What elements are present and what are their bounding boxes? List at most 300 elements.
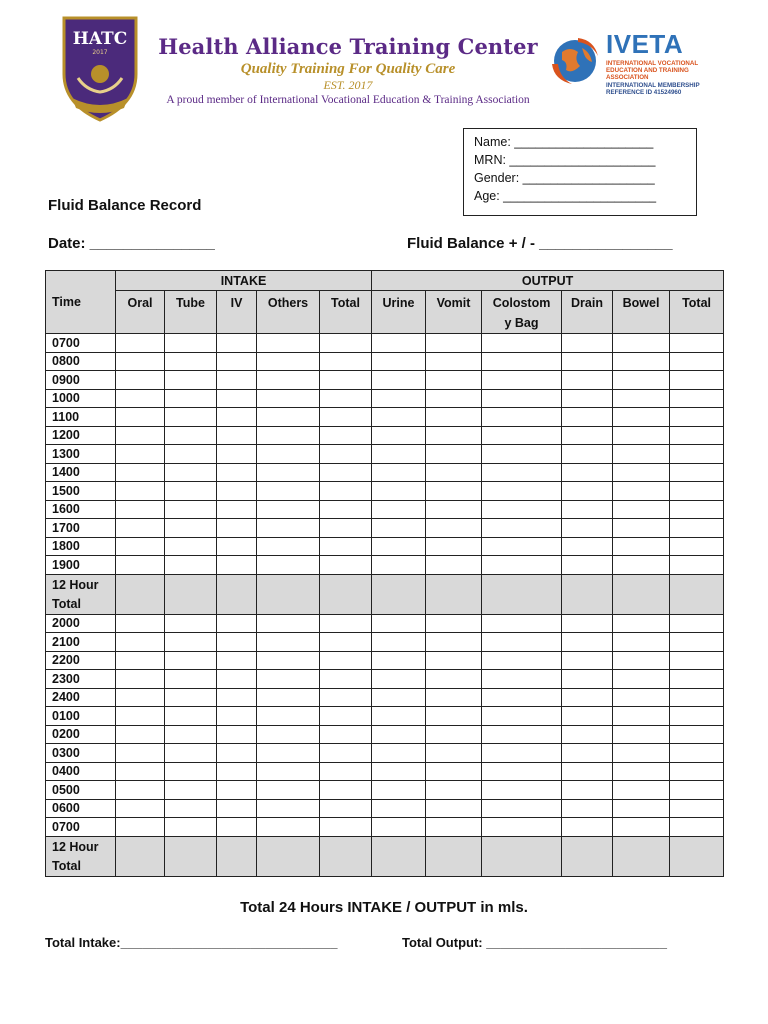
entry-cell[interactable] — [613, 352, 670, 371]
entry-cell[interactable] — [165, 500, 217, 519]
entry-cell[interactable] — [426, 408, 482, 427]
entry-cell[interactable] — [613, 836, 670, 876]
entry-cell[interactable] — [613, 500, 670, 519]
entry-cell[interactable] — [320, 651, 372, 670]
entry-cell[interactable] — [165, 463, 217, 482]
entry-cell[interactable] — [217, 352, 257, 371]
entry-cell[interactable] — [257, 352, 320, 371]
entry-cell[interactable] — [426, 707, 482, 726]
entry-cell[interactable] — [482, 334, 562, 353]
entry-cell[interactable] — [165, 334, 217, 353]
entry-cell[interactable] — [257, 836, 320, 876]
entry-cell[interactable] — [372, 389, 426, 408]
entry-cell[interactable] — [320, 537, 372, 556]
entry-cell[interactable] — [217, 556, 257, 575]
entry-cell[interactable] — [165, 482, 217, 501]
entry-cell[interactable] — [562, 352, 613, 371]
entry-cell[interactable] — [257, 614, 320, 633]
entry-cell[interactable] — [320, 762, 372, 781]
entry-cell[interactable] — [562, 725, 613, 744]
entry-cell[interactable] — [426, 352, 482, 371]
entry-cell[interactable] — [320, 614, 372, 633]
entry-cell[interactable] — [165, 818, 217, 837]
entry-cell[interactable] — [372, 426, 426, 445]
entry-cell[interactable] — [165, 633, 217, 652]
entry-cell[interactable] — [613, 537, 670, 556]
entry-cell[interactable] — [670, 445, 724, 464]
entry-cell[interactable] — [670, 519, 724, 538]
entry-cell[interactable] — [670, 651, 724, 670]
entry-cell[interactable] — [670, 836, 724, 876]
entry-cell[interactable] — [116, 670, 165, 689]
entry-cell[interactable] — [320, 408, 372, 427]
entry-cell[interactable] — [257, 334, 320, 353]
entry-cell[interactable] — [482, 500, 562, 519]
entry-cell[interactable] — [482, 371, 562, 390]
entry-cell[interactable] — [257, 371, 320, 390]
entry-cell[interactable] — [257, 556, 320, 575]
entry-cell[interactable] — [116, 781, 165, 800]
entry-cell[interactable] — [426, 651, 482, 670]
entry-cell[interactable] — [562, 574, 613, 614]
entry-cell[interactable] — [613, 744, 670, 763]
entry-cell[interactable] — [257, 574, 320, 614]
entry-cell[interactable] — [217, 651, 257, 670]
entry-cell[interactable] — [217, 389, 257, 408]
entry-cell[interactable] — [670, 762, 724, 781]
entry-cell[interactable] — [670, 408, 724, 427]
entry-cell[interactable] — [217, 426, 257, 445]
entry-cell[interactable] — [482, 408, 562, 427]
entry-cell[interactable] — [165, 352, 217, 371]
entry-cell[interactable] — [165, 574, 217, 614]
entry-cell[interactable] — [482, 482, 562, 501]
entry-cell[interactable] — [320, 688, 372, 707]
entry-cell[interactable] — [320, 556, 372, 575]
entry-cell[interactable] — [426, 818, 482, 837]
entry-cell[interactable] — [426, 744, 482, 763]
entry-cell[interactable] — [670, 463, 724, 482]
entry-cell[interactable] — [116, 334, 165, 353]
entry-cell[interactable] — [372, 463, 426, 482]
entry-cell[interactable] — [257, 670, 320, 689]
entry-cell[interactable] — [116, 574, 165, 614]
entry-cell[interactable] — [482, 651, 562, 670]
entry-cell[interactable] — [165, 389, 217, 408]
output-vomit-header: Vomit — [426, 291, 482, 334]
entry-cell[interactable] — [613, 482, 670, 501]
entry-cell[interactable] — [217, 463, 257, 482]
entry-cell[interactable] — [372, 556, 426, 575]
entry-cell[interactable] — [562, 651, 613, 670]
entry-cell[interactable] — [165, 725, 217, 744]
entry-cell[interactable] — [320, 836, 372, 876]
entry-cell[interactable] — [165, 426, 217, 445]
entry-cell[interactable] — [482, 818, 562, 837]
entry-cell[interactable] — [116, 371, 165, 390]
entry-cell[interactable] — [116, 762, 165, 781]
entry-cell[interactable] — [670, 371, 724, 390]
entry-cell[interactable] — [257, 445, 320, 464]
entry-cell[interactable] — [613, 688, 670, 707]
entry-cell[interactable] — [116, 799, 165, 818]
entry-cell[interactable] — [165, 445, 217, 464]
entry-cell[interactable] — [116, 537, 165, 556]
entry-cell[interactable] — [217, 707, 257, 726]
entry-cell[interactable] — [257, 651, 320, 670]
entry-cell[interactable] — [562, 463, 613, 482]
entry-cell[interactable] — [116, 818, 165, 837]
entry-cell[interactable] — [482, 633, 562, 652]
entry-cell[interactable] — [670, 389, 724, 408]
entry-cell[interactable] — [372, 633, 426, 652]
entry-cell[interactable] — [217, 500, 257, 519]
entry-cell[interactable] — [426, 556, 482, 575]
entry-cell[interactable] — [426, 781, 482, 800]
entry-cell[interactable] — [613, 463, 670, 482]
entry-cell[interactable] — [613, 707, 670, 726]
entry-cell[interactable] — [116, 389, 165, 408]
entry-cell[interactable] — [670, 426, 724, 445]
entry-cell[interactable] — [217, 799, 257, 818]
entry-cell[interactable] — [613, 556, 670, 575]
entry-cell[interactable] — [482, 352, 562, 371]
entry-cell[interactable] — [372, 352, 426, 371]
entry-cell[interactable] — [257, 408, 320, 427]
entry-cell[interactable] — [116, 445, 165, 464]
entry-cell[interactable] — [320, 352, 372, 371]
entry-cell[interactable] — [165, 614, 217, 633]
entry-cell[interactable] — [562, 426, 613, 445]
entry-cell[interactable] — [562, 707, 613, 726]
entry-cell[interactable] — [426, 670, 482, 689]
entry-cell[interactable] — [116, 408, 165, 427]
entry-cell[interactable] — [320, 445, 372, 464]
entry-cell[interactable] — [426, 799, 482, 818]
entry-cell[interactable] — [320, 482, 372, 501]
entry-cell[interactable] — [426, 614, 482, 633]
entry-cell[interactable] — [562, 408, 613, 427]
entry-cell[interactable] — [562, 799, 613, 818]
entry-cell[interactable] — [217, 519, 257, 538]
entry-cell[interactable] — [372, 371, 426, 390]
entry-cell[interactable] — [426, 688, 482, 707]
entry-cell[interactable] — [217, 762, 257, 781]
entry-cell[interactable] — [562, 688, 613, 707]
entry-cell[interactable] — [116, 651, 165, 670]
entry-cell[interactable] — [613, 408, 670, 427]
entry-cell[interactable] — [613, 762, 670, 781]
entry-cell[interactable] — [562, 781, 613, 800]
entry-cell[interactable] — [217, 725, 257, 744]
entry-cell[interactable] — [372, 500, 426, 519]
entry-cell[interactable] — [372, 334, 426, 353]
entry-cell[interactable] — [482, 707, 562, 726]
entry-cell[interactable] — [426, 500, 482, 519]
entry-cell[interactable] — [165, 670, 217, 689]
entry-cell[interactable] — [320, 725, 372, 744]
entry-cell[interactable] — [116, 633, 165, 652]
entry-cell[interactable] — [670, 614, 724, 633]
entry-cell[interactable] — [613, 633, 670, 652]
entry-cell[interactable] — [320, 426, 372, 445]
entry-cell[interactable] — [320, 818, 372, 837]
entry-cell[interactable] — [257, 799, 320, 818]
entry-cell[interactable] — [613, 389, 670, 408]
entry-cell[interactable] — [372, 781, 426, 800]
entry-cell[interactable] — [217, 781, 257, 800]
entry-cell[interactable] — [257, 389, 320, 408]
entry-cell[interactable] — [320, 334, 372, 353]
entry-cell[interactable] — [562, 633, 613, 652]
entry-cell[interactable] — [165, 371, 217, 390]
entry-cell[interactable] — [613, 614, 670, 633]
entry-cell[interactable] — [320, 633, 372, 652]
entry-cell[interactable] — [165, 836, 217, 876]
entry-cell[interactable] — [257, 781, 320, 800]
entry-cell[interactable] — [372, 651, 426, 670]
entry-cell[interactable] — [670, 556, 724, 575]
entry-cell[interactable] — [320, 744, 372, 763]
entry-cell[interactable] — [562, 371, 613, 390]
entry-cell[interactable] — [562, 537, 613, 556]
entry-cell[interactable] — [426, 334, 482, 353]
entry-cell[interactable] — [320, 519, 372, 538]
entry-cell[interactable] — [613, 426, 670, 445]
entry-cell[interactable] — [426, 519, 482, 538]
entry-cell[interactable] — [320, 670, 372, 689]
entry-cell[interactable] — [426, 762, 482, 781]
entry-cell[interactable] — [217, 445, 257, 464]
entry-cell[interactable] — [320, 389, 372, 408]
entry-cell[interactable] — [426, 633, 482, 652]
entry-cell[interactable] — [217, 836, 257, 876]
entry-cell[interactable] — [372, 445, 426, 464]
entry-cell[interactable] — [670, 670, 724, 689]
entry-cell[interactable] — [670, 500, 724, 519]
entry-cell[interactable] — [320, 574, 372, 614]
entry-cell[interactable] — [482, 781, 562, 800]
entry-cell[interactable] — [482, 463, 562, 482]
entry-cell[interactable] — [217, 537, 257, 556]
entry-cell[interactable] — [670, 818, 724, 837]
entry-cell[interactable] — [482, 836, 562, 876]
entry-cell[interactable] — [562, 836, 613, 876]
entry-cell[interactable] — [670, 633, 724, 652]
entry-cell[interactable] — [670, 352, 724, 371]
entry-cell[interactable] — [482, 725, 562, 744]
entry-cell[interactable] — [482, 614, 562, 633]
entry-cell[interactable] — [165, 781, 217, 800]
entry-cell[interactable] — [482, 389, 562, 408]
entry-cell[interactable] — [372, 707, 426, 726]
entry-cell[interactable] — [670, 707, 724, 726]
entry-cell[interactable] — [257, 426, 320, 445]
entry-cell[interactable] — [217, 614, 257, 633]
entry-cell[interactable] — [670, 799, 724, 818]
entry-cell[interactable] — [372, 836, 426, 876]
entry-cell[interactable] — [562, 482, 613, 501]
entry-cell[interactable] — [670, 334, 724, 353]
time-label: 1800 — [46, 537, 116, 556]
entry-cell[interactable] — [482, 762, 562, 781]
entry-cell[interactable] — [613, 371, 670, 390]
entry-cell[interactable] — [165, 408, 217, 427]
entry-cell[interactable] — [426, 371, 482, 390]
entry-cell[interactable] — [426, 574, 482, 614]
entry-cell[interactable] — [217, 574, 257, 614]
entry-cell[interactable] — [482, 426, 562, 445]
entry-cell[interactable] — [482, 556, 562, 575]
entry-cell[interactable] — [217, 371, 257, 390]
entry-cell[interactable] — [562, 445, 613, 464]
entry-cell[interactable] — [217, 670, 257, 689]
entry-cell[interactable] — [257, 633, 320, 652]
entry-cell[interactable] — [426, 389, 482, 408]
entry-cell[interactable] — [613, 725, 670, 744]
entry-cell[interactable] — [613, 445, 670, 464]
entry-cell[interactable] — [426, 537, 482, 556]
entry-cell[interactable] — [165, 651, 217, 670]
entry-cell[interactable] — [426, 725, 482, 744]
entry-cell[interactable] — [372, 744, 426, 763]
entry-cell[interactable] — [217, 408, 257, 427]
entry-cell[interactable] — [372, 818, 426, 837]
entry-cell[interactable] — [320, 799, 372, 818]
entry-cell[interactable] — [426, 836, 482, 876]
entry-cell[interactable] — [372, 670, 426, 689]
entry-cell[interactable] — [257, 688, 320, 707]
entry-cell[interactable] — [482, 537, 562, 556]
entry-cell[interactable] — [257, 818, 320, 837]
entry-cell[interactable] — [257, 537, 320, 556]
entry-cell[interactable] — [372, 408, 426, 427]
entry-cell[interactable] — [562, 500, 613, 519]
entry-cell[interactable] — [165, 744, 217, 763]
entry-cell[interactable] — [116, 707, 165, 726]
entry-cell[interactable] — [372, 762, 426, 781]
entry-cell[interactable] — [613, 781, 670, 800]
entry-cell[interactable] — [562, 334, 613, 353]
entry-cell[interactable] — [482, 688, 562, 707]
entry-cell[interactable] — [116, 688, 165, 707]
output-drain-header: Drain — [562, 291, 613, 334]
entry-cell[interactable] — [116, 614, 165, 633]
entry-cell[interactable] — [372, 799, 426, 818]
entry-cell[interactable] — [372, 725, 426, 744]
entry-cell[interactable] — [116, 426, 165, 445]
entry-cell[interactable] — [320, 707, 372, 726]
entry-cell[interactable] — [426, 482, 482, 501]
entry-cell[interactable] — [372, 574, 426, 614]
entry-cell[interactable] — [116, 519, 165, 538]
entry-cell[interactable] — [482, 445, 562, 464]
entry-cell[interactable] — [257, 725, 320, 744]
entry-cell[interactable] — [165, 519, 217, 538]
entry-cell[interactable] — [562, 389, 613, 408]
entry-cell[interactable] — [670, 744, 724, 763]
entry-cell[interactable] — [217, 334, 257, 353]
entry-cell[interactable] — [320, 463, 372, 482]
entry-cell[interactable] — [116, 725, 165, 744]
entry-cell[interactable] — [372, 537, 426, 556]
entry-cell[interactable] — [372, 482, 426, 501]
entry-cell[interactable] — [257, 500, 320, 519]
entry-cell[interactable] — [613, 670, 670, 689]
entry-cell[interactable] — [613, 519, 670, 538]
entry-cell[interactable] — [116, 463, 165, 482]
entry-cell[interactable] — [562, 818, 613, 837]
entry-cell[interactable] — [165, 762, 217, 781]
entry-cell[interactable] — [165, 688, 217, 707]
entry-cell[interactable] — [670, 574, 724, 614]
entry-cell[interactable] — [257, 519, 320, 538]
entry-cell[interactable] — [562, 762, 613, 781]
entry-cell[interactable] — [217, 818, 257, 837]
entry-cell[interactable] — [482, 519, 562, 538]
entry-cell[interactable] — [613, 799, 670, 818]
entry-cell[interactable] — [217, 482, 257, 501]
entry-cell[interactable] — [426, 463, 482, 482]
entry-cell[interactable] — [116, 500, 165, 519]
entry-cell[interactable] — [257, 762, 320, 781]
entry-cell[interactable] — [482, 799, 562, 818]
entry-cell[interactable] — [165, 537, 217, 556]
entry-cell[interactable] — [257, 482, 320, 501]
entry-cell[interactable] — [670, 725, 724, 744]
entry-cell[interactable] — [372, 519, 426, 538]
entry-cell[interactable] — [165, 707, 217, 726]
entry-cell[interactable] — [372, 688, 426, 707]
entry-cell[interactable] — [217, 688, 257, 707]
entry-cell[interactable] — [613, 574, 670, 614]
entry-cell[interactable] — [670, 688, 724, 707]
entry-cell[interactable] — [165, 799, 217, 818]
entry-cell[interactable] — [562, 556, 613, 575]
entry-cell[interactable] — [670, 781, 724, 800]
entry-cell[interactable] — [320, 781, 372, 800]
entry-cell[interactable] — [116, 556, 165, 575]
entry-cell[interactable] — [320, 371, 372, 390]
entry-cell[interactable] — [426, 426, 482, 445]
entry-cell[interactable] — [482, 744, 562, 763]
entry-cell[interactable] — [257, 707, 320, 726]
entry-cell[interactable] — [562, 519, 613, 538]
entry-cell[interactable] — [670, 482, 724, 501]
entry-cell[interactable] — [217, 744, 257, 763]
entry-cell[interactable] — [613, 818, 670, 837]
entry-cell[interactable] — [613, 334, 670, 353]
entry-cell[interactable] — [562, 744, 613, 763]
entry-cell[interactable] — [426, 445, 482, 464]
entry-cell[interactable] — [165, 556, 217, 575]
entry-cell[interactable] — [562, 614, 613, 633]
entry-cell[interactable] — [116, 482, 165, 501]
entry-cell[interactable] — [670, 537, 724, 556]
entry-cell[interactable] — [257, 463, 320, 482]
entry-cell[interactable] — [320, 500, 372, 519]
entry-cell[interactable] — [613, 651, 670, 670]
entry-cell[interactable] — [372, 614, 426, 633]
entry-cell[interactable] — [482, 574, 562, 614]
entry-cell[interactable] — [116, 836, 165, 876]
entry-cell[interactable] — [116, 352, 165, 371]
entry-cell[interactable] — [482, 670, 562, 689]
entry-cell[interactable] — [116, 744, 165, 763]
entry-cell[interactable] — [217, 633, 257, 652]
entry-cell[interactable] — [562, 670, 613, 689]
entry-cell[interactable] — [257, 744, 320, 763]
